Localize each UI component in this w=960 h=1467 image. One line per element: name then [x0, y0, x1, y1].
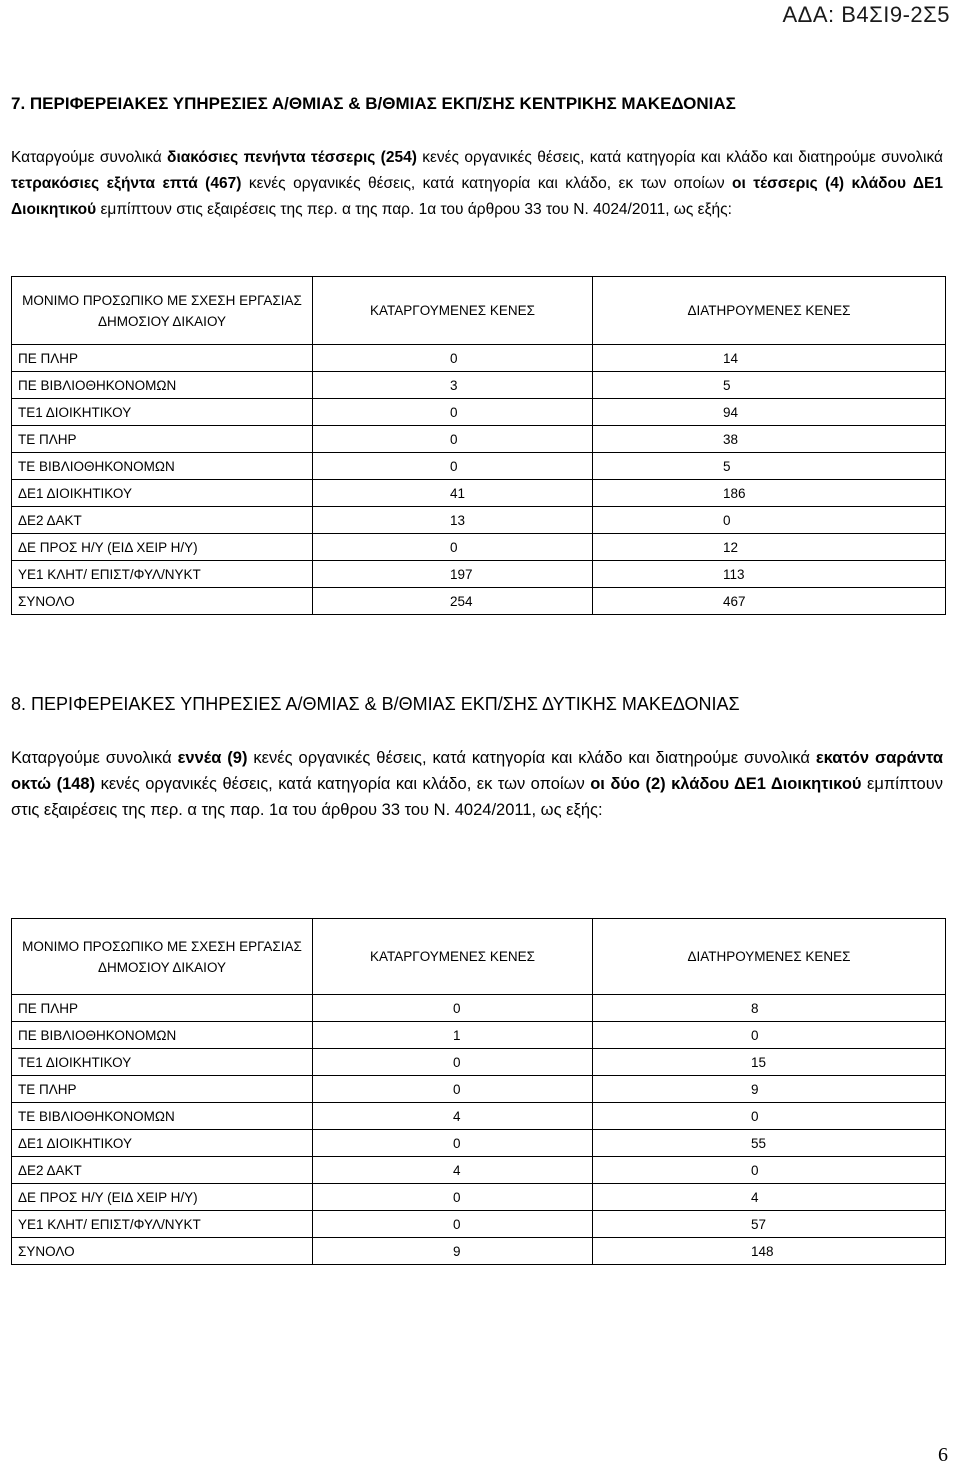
- abolished-count-value: 0: [450, 458, 458, 474]
- abolished-count-value: 13: [450, 512, 466, 528]
- page-number: 6: [938, 1444, 948, 1466]
- retained-count: [593, 1049, 946, 1076]
- row-label: ΔΕ ΠΡΟΣ Η/Υ (ΕΙΔ ΧΕΙΡ Η/Υ): [12, 1184, 313, 1211]
- table-header-retained: ΔΙΑΤΗΡΟΥΜΕΝΕΣ ΚΕΝΕΣ: [593, 919, 946, 995]
- abolished-count: [313, 1022, 593, 1049]
- retained-count-value: 94: [723, 404, 739, 420]
- abolished-count-value: 0: [453, 1135, 461, 1151]
- row-label: ΣΥΝΟΛΟ: [12, 588, 313, 615]
- abolished-count-value: 0: [453, 1216, 461, 1232]
- retained-count-value: 15: [751, 1054, 767, 1070]
- section-8-paragraph: [11, 745, 943, 823]
- abolished-count: [313, 1076, 593, 1103]
- table-row: [12, 1103, 946, 1130]
- abolished-count-value: 0: [453, 1189, 461, 1205]
- abolished-count: [313, 588, 593, 615]
- retained-count-value: 9: [751, 1081, 759, 1097]
- section-7-paragraph: [11, 145, 943, 223]
- section-8-table-body: [12, 995, 946, 1265]
- abolished-count-value: 4: [453, 1162, 461, 1178]
- section-8-title: 8. ΠΕΡΙΦΕΡΕΙΑΚΕΣ ΥΠΗΡΕΣΙΕΣ Α/ΘΜΙΑΣ & Β/ΘΜΙΑΣ ΕΚΠ/ΣΗΣ ΔΥΤΙΚΗΣ ΜΑΚΕΔΟΝΙΑΣ: [11, 694, 740, 714]
- table-row: [12, 507, 946, 534]
- retained-count: [593, 480, 946, 507]
- abolished-count: [313, 1049, 593, 1076]
- retained-count: [593, 1022, 946, 1049]
- row-label: ΥΕ1 ΚΛΗΤ/ ΕΠΙΣΤ/ΦΥΛ/ΝΥΚΤ: [12, 561, 313, 588]
- abolished-count-value: 4: [453, 1108, 461, 1124]
- row-label: ΤΕ ΒΙΒΛΙΟΘΗΚΟΝΟΜΩΝ: [12, 1103, 313, 1130]
- retained-count-value: 4: [751, 1189, 759, 1205]
- abolished-count-value: 3: [450, 377, 458, 393]
- para-bold-text: διακόσιες πενήντα τέσσερις (254): [167, 149, 417, 166]
- section-8-table: [11, 918, 946, 1265]
- abolished-count: [313, 345, 593, 372]
- ada-identifier: ΑΔΑ: Β4ΣΙ9-2Σ5: [782, 2, 950, 27]
- table-row: [12, 372, 946, 399]
- abolished-count: [313, 1157, 593, 1184]
- abolished-count-value: 197: [450, 566, 473, 582]
- row-label: ΥΕ1 ΚΛΗΤ/ ΕΠΙΣΤ/ΦΥΛ/ΝΥΚΤ: [12, 1211, 313, 1238]
- retained-count-value: 0: [723, 512, 731, 528]
- retained-count-value: 0: [751, 1162, 759, 1178]
- para-text: κενές οργανικές θέσεις, κατά κατηγορία και κλάδο, εκ των οποίων: [241, 175, 733, 192]
- abolished-count: [313, 995, 593, 1022]
- retained-count: [593, 1076, 946, 1103]
- abolished-count-value: 9: [453, 1243, 461, 1259]
- retained-count: [593, 995, 946, 1022]
- section-7-title: 7. ΠΕΡΙΦΕΡΕΙΑΚΕΣ ΥΠΗΡΕΣΙΕΣ Α/ΘΜΙΑΣ & Β/ΘΜΙΑΣ ΕΚΠ/ΣΗΣ ΚΕΝΤΡΙΚΗΣ ΜΑΚΕΔΟΝΙΑΣ: [11, 94, 736, 113]
- retained-count-value: 38: [723, 431, 739, 447]
- retained-count: [593, 507, 946, 534]
- abolished-count-value: 0: [450, 431, 458, 447]
- row-label: ΔΕ1 ΔΙΟΙΚΗΤΙΚΟΥ: [12, 1130, 313, 1157]
- retained-count: [593, 1130, 946, 1157]
- para-bold-text: εννέα (9): [177, 749, 248, 767]
- abolished-count-value: 0: [450, 539, 458, 555]
- para-text: εμπίπτουν στις εξαιρέσεις της περ. α της παρ. 1α του άρθρου 33 του Ν. 4024/2011, ως εξής:: [11, 775, 944, 819]
- abolished-count-value: 1: [453, 1027, 461, 1043]
- table-row: [12, 588, 946, 615]
- retained-count: [593, 453, 946, 480]
- retained-count-value: 148: [751, 1243, 774, 1259]
- table-row: [12, 1130, 946, 1157]
- abolished-count: [313, 426, 593, 453]
- abolished-count: [313, 372, 593, 399]
- abolished-count: [313, 534, 593, 561]
- table-row: [12, 995, 946, 1022]
- retained-count: [593, 1184, 946, 1211]
- abolished-count: [313, 453, 593, 480]
- table-header-abolished: ΚΑΤΑΡΓΟΥΜΕΝΕΣ ΚΕΝΕΣ: [313, 919, 593, 995]
- table-header-staff: ΜΟΝΙΜΟ ΠΡΟΣΩΠΙΚΟ ΜΕ ΣΧΕΣΗ ΕΡΓΑΣΙΑΣ ΔΗΜΟΣΙΟΥ ΔΙΚΑΙΟΥ: [12, 277, 313, 345]
- row-label: ΠΕ ΒΙΒΛΙΟΘΗΚΟΝΟΜΩΝ: [12, 372, 313, 399]
- retained-count-value: 57: [751, 1216, 767, 1232]
- table-row: [12, 480, 946, 507]
- row-label: ΠΕ ΒΙΒΛΙΟΘΗΚΟΝΟΜΩΝ: [12, 1022, 313, 1049]
- retained-count: [593, 588, 946, 615]
- table-row: [12, 1049, 946, 1076]
- abolished-count-value: 0: [450, 404, 458, 420]
- retained-count: [593, 426, 946, 453]
- table-header-abolished: ΚΑΤΑΡΓΟΥΜΕΝΕΣ ΚΕΝΕΣ: [313, 277, 593, 345]
- retained-count-value: 8: [751, 1000, 759, 1016]
- section-7-table: [11, 276, 946, 615]
- para-text: κενές οργανικές θέσεις, κατά κατηγορία και κλάδο και διατηρούμε συνολικά: [247, 749, 816, 767]
- para-text: κενές οργανικές θέσεις, κατά κατηγορία και κλάδο, εκ των οποίων: [95, 775, 591, 793]
- abolished-count-value: 254: [450, 593, 473, 609]
- retained-count: [593, 1238, 946, 1265]
- row-label: ΔΕ2 ΔΑΚΤ: [12, 507, 313, 534]
- retained-count-value: 0: [751, 1108, 759, 1124]
- table-row: [12, 345, 946, 372]
- abolished-count-value: 0: [453, 1054, 461, 1070]
- abolished-count: [313, 1130, 593, 1157]
- table-row: [12, 426, 946, 453]
- abolished-count: [313, 1184, 593, 1211]
- table-row: [12, 453, 946, 480]
- retained-count-value: 186: [723, 485, 746, 501]
- abolished-count: [313, 561, 593, 588]
- para-bold-text: οι δύο (2) κλάδου ΔΕ1 Διοικητικού: [590, 775, 862, 793]
- retained-count-value: 0: [751, 1027, 759, 1043]
- row-label: ΤΕ ΠΛΗΡ: [12, 426, 313, 453]
- retained-count: [593, 561, 946, 588]
- para-bold-text: τετρακόσιες εξήντα επτά (467): [11, 175, 242, 192]
- abolished-count-value: 0: [453, 1000, 461, 1016]
- retained-count: [593, 345, 946, 372]
- retained-count-value: 5: [723, 377, 731, 393]
- abolished-count: [313, 1211, 593, 1238]
- table-row: [12, 534, 946, 561]
- retained-count: [593, 1103, 946, 1130]
- section-7-table-body: [12, 345, 946, 615]
- retained-count: [593, 372, 946, 399]
- row-label: ΤΕ1 ΔΙΟΙΚΗΤΙΚΟΥ: [12, 399, 313, 426]
- retained-count: [593, 1157, 946, 1184]
- table-row: [12, 1076, 946, 1103]
- abolished-count-value: 0: [450, 350, 458, 366]
- row-label: ΣΥΝΟΛΟ: [12, 1238, 313, 1265]
- row-label: ΠΕ ΠΛΗΡ: [12, 995, 313, 1022]
- para-bold-text: εκατόν σαράντα οκτώ (148): [11, 749, 944, 793]
- row-label: ΤΕ1 ΔΙΟΙΚΗΤΙΚΟΥ: [12, 1049, 313, 1076]
- para-text: Καταργούμε συνολικά: [11, 149, 168, 166]
- abolished-count: [313, 399, 593, 426]
- abolished-count: [313, 507, 593, 534]
- para-text: εμπίπτουν στις εξαιρέσεις της περ. α της παρ. 1α του άρθρου 33 του Ν. 4024/2011, ως εξής:: [96, 201, 732, 218]
- table-row: [12, 1211, 946, 1238]
- table-row: [12, 1238, 946, 1265]
- retained-count-value: 113: [723, 566, 745, 582]
- retained-count: [593, 399, 946, 426]
- row-label: ΔΕ ΠΡΟΣ Η/Υ (ΕΙΔ ΧΕΙΡ Η/Υ): [12, 534, 313, 561]
- table-row: [12, 1022, 946, 1049]
- abolished-count-value: 41: [450, 485, 466, 501]
- abolished-count: [313, 480, 593, 507]
- retained-count-value: 5: [723, 458, 731, 474]
- table-row: [12, 1184, 946, 1211]
- table-header-retained: ΔΙΑΤΗΡΟΥΜΕΝΕΣ ΚΕΝΕΣ: [593, 277, 946, 345]
- abolished-count: [313, 1103, 593, 1130]
- para-bold-text: οι τέσσερις (4) κλάδου ΔΕ1 Διοικητικού: [11, 175, 944, 218]
- row-label: ΤΕ ΠΛΗΡ: [12, 1076, 313, 1103]
- abolished-count: [313, 1238, 593, 1265]
- para-text: κενές οργανικές θέσεις, κατά κατηγορία και κλάδο και διατηρούμε συνολικά: [416, 149, 943, 166]
- table-row: [12, 561, 946, 588]
- table-row: [12, 1157, 946, 1184]
- abolished-count-value: 0: [453, 1081, 461, 1097]
- row-label: ΠΕ ΠΛΗΡ: [12, 345, 313, 372]
- retained-count: [593, 534, 946, 561]
- retained-count-value: 467: [723, 593, 746, 609]
- retained-count-value: 12: [723, 539, 739, 555]
- row-label: ΤΕ ΒΙΒΛΙΟΘΗΚΟΝΟΜΩΝ: [12, 453, 313, 480]
- row-label: ΔΕ1 ΔΙΟΙΚΗΤΙΚΟΥ: [12, 480, 313, 507]
- retained-count-value: 55: [751, 1135, 767, 1151]
- retained-count-value: 14: [723, 350, 739, 366]
- row-label: ΔΕ2 ΔΑΚΤ: [12, 1157, 313, 1184]
- para-text: Καταργούμε συνολικά: [11, 749, 178, 767]
- table-row: [12, 399, 946, 426]
- retained-count: [593, 1211, 946, 1238]
- table-header-staff: ΜΟΝΙΜΟ ΠΡΟΣΩΠΙΚΟ ΜΕ ΣΧΕΣΗ ΕΡΓΑΣΙΑΣ ΔΗΜΟΣΙΟΥ ΔΙΚΑΙΟΥ: [12, 919, 313, 995]
